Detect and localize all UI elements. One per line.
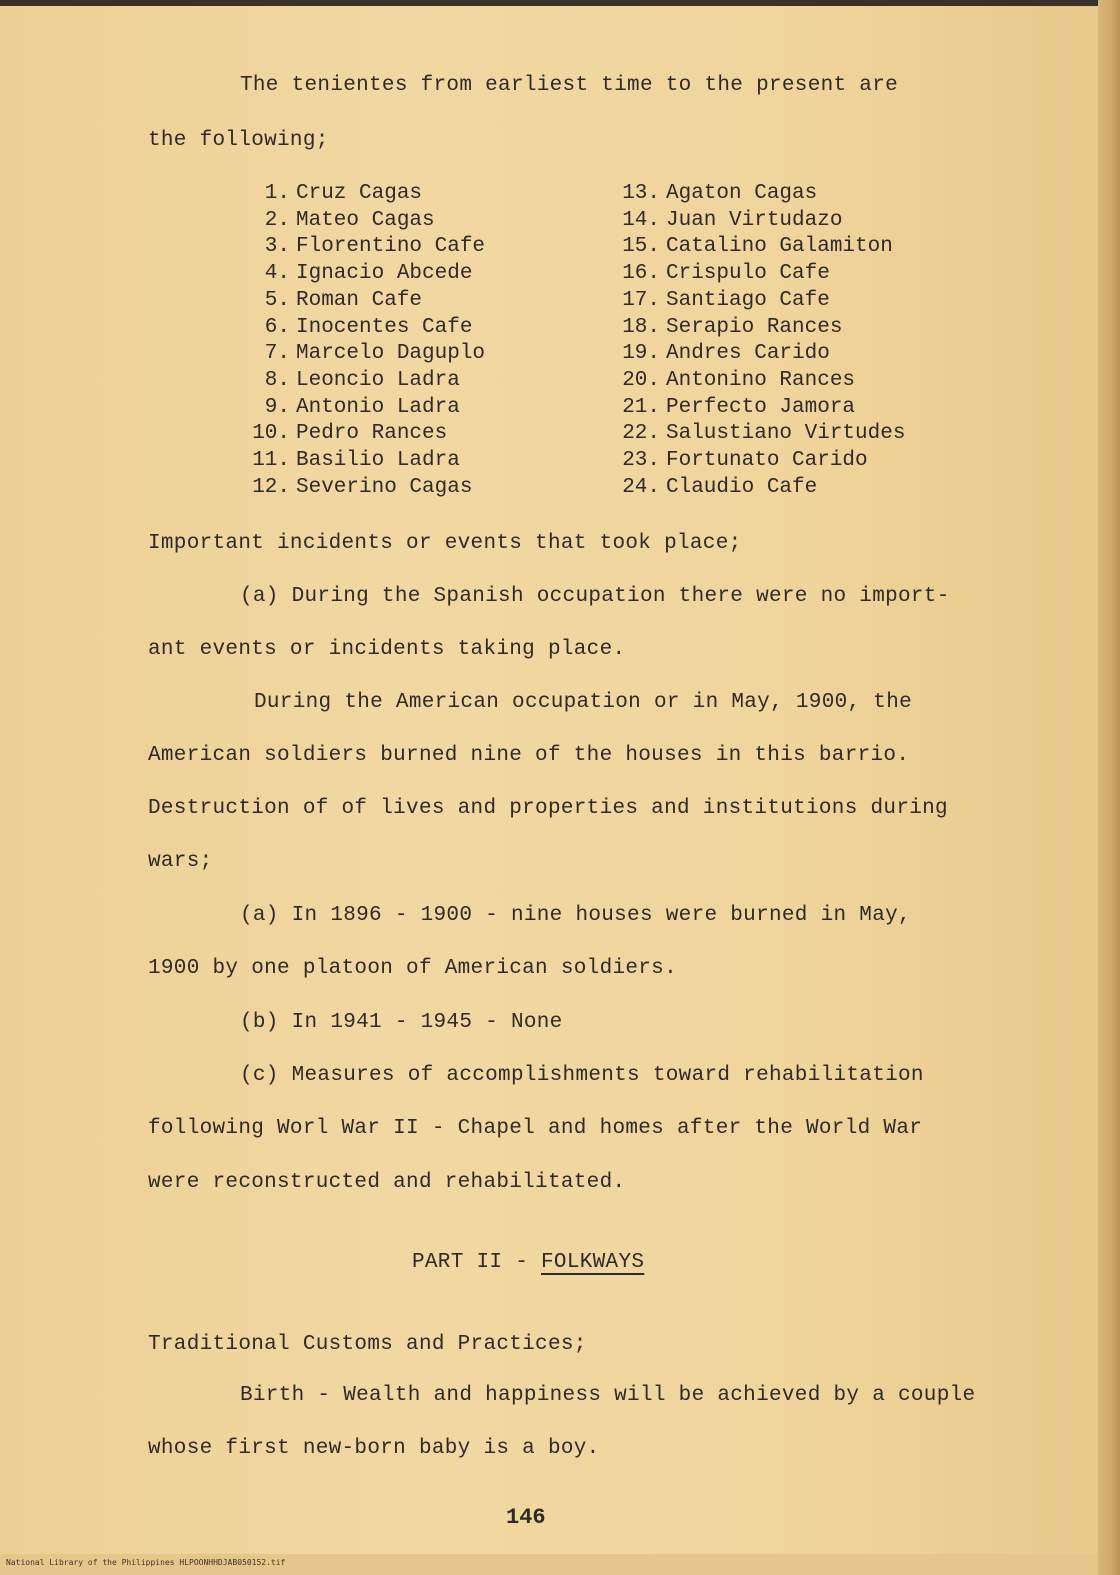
teniente-number: 4. xyxy=(264,262,290,286)
top-scan-edge xyxy=(0,0,1120,6)
teniente-name: Juan Virtudazo xyxy=(666,208,843,232)
teniente-name: Cruz Cagas xyxy=(296,182,423,205)
teniente-number: 12. xyxy=(252,475,290,499)
teniente-number: 3. xyxy=(264,235,290,259)
teniente-name: Salustiano Virtudes xyxy=(666,422,906,446)
teniente-number: 6. xyxy=(264,315,290,339)
teniente-name: Mateo Cagas xyxy=(296,208,435,232)
teniente-name: Antonino Rances xyxy=(666,368,856,392)
teniente-number: 16. xyxy=(622,262,660,286)
teniente-entry xyxy=(610,342,830,365)
teniente-number: 2. xyxy=(264,208,290,232)
teniente-number: 14. xyxy=(622,208,660,232)
war-c-line-1: (c) Measures of accomplishments toward rehabilitation xyxy=(240,1064,924,1087)
teniente-number: 15. xyxy=(622,235,660,259)
teniente-entry xyxy=(240,369,460,392)
teniente-entry xyxy=(610,235,893,258)
teniente-number: 21. xyxy=(622,395,660,419)
teniente-name: Basilio Ladra xyxy=(296,449,460,472)
right-scan-edge xyxy=(1098,0,1120,1575)
teniente-name: Pedro Rances xyxy=(296,422,448,446)
folkways-heading: FOLKWAYS xyxy=(541,1251,645,1274)
teniente-name: Claudio Cafe xyxy=(666,475,818,499)
teniente-entry xyxy=(610,209,842,232)
destruction-line-1: Destruction of of lives and properties and institutions during xyxy=(148,797,948,820)
teniente-entry xyxy=(610,449,868,472)
destruction-line-2: wars; xyxy=(148,850,213,873)
part-ii-title xyxy=(412,1251,644,1274)
birth-line-2: whose first new-born baby is a boy. xyxy=(148,1437,600,1460)
teniente-entry xyxy=(610,262,830,285)
teniente-entry xyxy=(610,369,855,392)
birth-line-1: Birth - Wealth and happiness will be achieved by a couple xyxy=(240,1384,976,1407)
teniente-name: Serapio Rances xyxy=(666,315,843,339)
teniente-name: Florentino Cafe xyxy=(296,235,486,259)
teniente-name: Agaton Cagas xyxy=(666,182,818,205)
teniente-name: Perfecto Jamora xyxy=(666,395,856,419)
teniente-number: 18. xyxy=(622,315,660,339)
teniente-number: 7. xyxy=(264,342,290,366)
teniente-name: Roman Cafe xyxy=(296,288,423,312)
war-c-line-2: following Worl War II - Chapel and homes after the World War xyxy=(148,1117,923,1140)
teniente-entry xyxy=(610,422,905,445)
teniente-number: 5. xyxy=(264,288,290,312)
teniente-number: 23. xyxy=(622,449,660,472)
teniente-name: Antonio Ladra xyxy=(296,395,460,419)
teniente-entry xyxy=(240,342,485,365)
teniente-name: Inocentes Cafe xyxy=(296,315,473,339)
teniente-entry xyxy=(240,289,422,312)
teniente-number: 10. xyxy=(252,422,290,446)
war-a-line-1: (a) In 1896 - 1900 - nine houses were burned in May, xyxy=(240,904,911,927)
incidents-heading: Important incidents or events that took place; xyxy=(148,532,742,555)
part-ii-prefix: PART II - xyxy=(412,1251,542,1274)
teniente-name: Fortunato Carido xyxy=(666,449,868,472)
teniente-number: 11. xyxy=(252,449,290,472)
teniente-number: 13. xyxy=(622,182,660,205)
teniente-name: Santiago Cafe xyxy=(666,288,830,312)
teniente-entry xyxy=(240,449,460,472)
american-line-2: American soldiers burned nine of the houses in this barrio. xyxy=(148,744,910,767)
teniente-number: 20. xyxy=(622,368,660,392)
incident-a-line-1: (a) During the Spanish occupation there were no import- xyxy=(240,585,950,608)
teniente-number: 17. xyxy=(622,288,660,312)
scan-footer: National Library of the Philippines HLPOONHHDJAB050152.tif xyxy=(6,1558,286,1567)
teniente-entry xyxy=(240,262,472,285)
teniente-name: Catalino Galamiton xyxy=(666,235,893,259)
teniente-entry xyxy=(610,182,817,205)
incident-a-line-2: ant events or incidents taking place. xyxy=(148,638,626,661)
american-line-1: During the American occupation or in May, 1900, the xyxy=(254,691,913,714)
teniente-number: 1. xyxy=(264,182,290,205)
teniente-name: Severino Cagas xyxy=(296,475,473,499)
teniente-number: 9. xyxy=(264,395,290,419)
teniente-entry xyxy=(240,182,422,205)
war-a-line-2: 1900 by one platoon of American soldiers. xyxy=(148,957,677,980)
war-b-line: (b) In 1941 - 1945 - None xyxy=(240,1011,563,1034)
teniente-entry xyxy=(240,209,435,232)
teniente-name: Crispulo Cafe xyxy=(666,262,830,286)
teniente-entry xyxy=(610,289,830,312)
teniente-entry xyxy=(240,396,460,419)
intro-line-2: the following; xyxy=(148,129,329,152)
teniente-entry xyxy=(610,396,855,419)
intro-line-1: The tenientes from earliest time to the present are xyxy=(240,74,899,97)
teniente-number: 19. xyxy=(622,342,660,366)
teniente-entry xyxy=(610,476,817,499)
teniente-entry xyxy=(240,316,472,339)
teniente-name: Andres Carido xyxy=(666,342,830,366)
teniente-name: Marcelo Daguplo xyxy=(296,342,486,366)
teniente-name: Ignacio Abcede xyxy=(296,262,473,286)
teniente-entry xyxy=(240,476,472,499)
teniente-name: Leoncio Ladra xyxy=(296,368,460,392)
teniente-number: 22. xyxy=(622,422,660,446)
teniente-entry xyxy=(240,235,485,258)
war-c-line-3: were reconstructed and rehabilitated. xyxy=(148,1171,626,1194)
teniente-entry xyxy=(240,422,447,445)
teniente-number: 24. xyxy=(622,475,660,499)
teniente-entry xyxy=(610,316,842,339)
page-number: 146 xyxy=(506,1505,546,1530)
teniente-number: 8. xyxy=(264,368,290,392)
customs-heading: Traditional Customs and Practices; xyxy=(148,1333,587,1356)
